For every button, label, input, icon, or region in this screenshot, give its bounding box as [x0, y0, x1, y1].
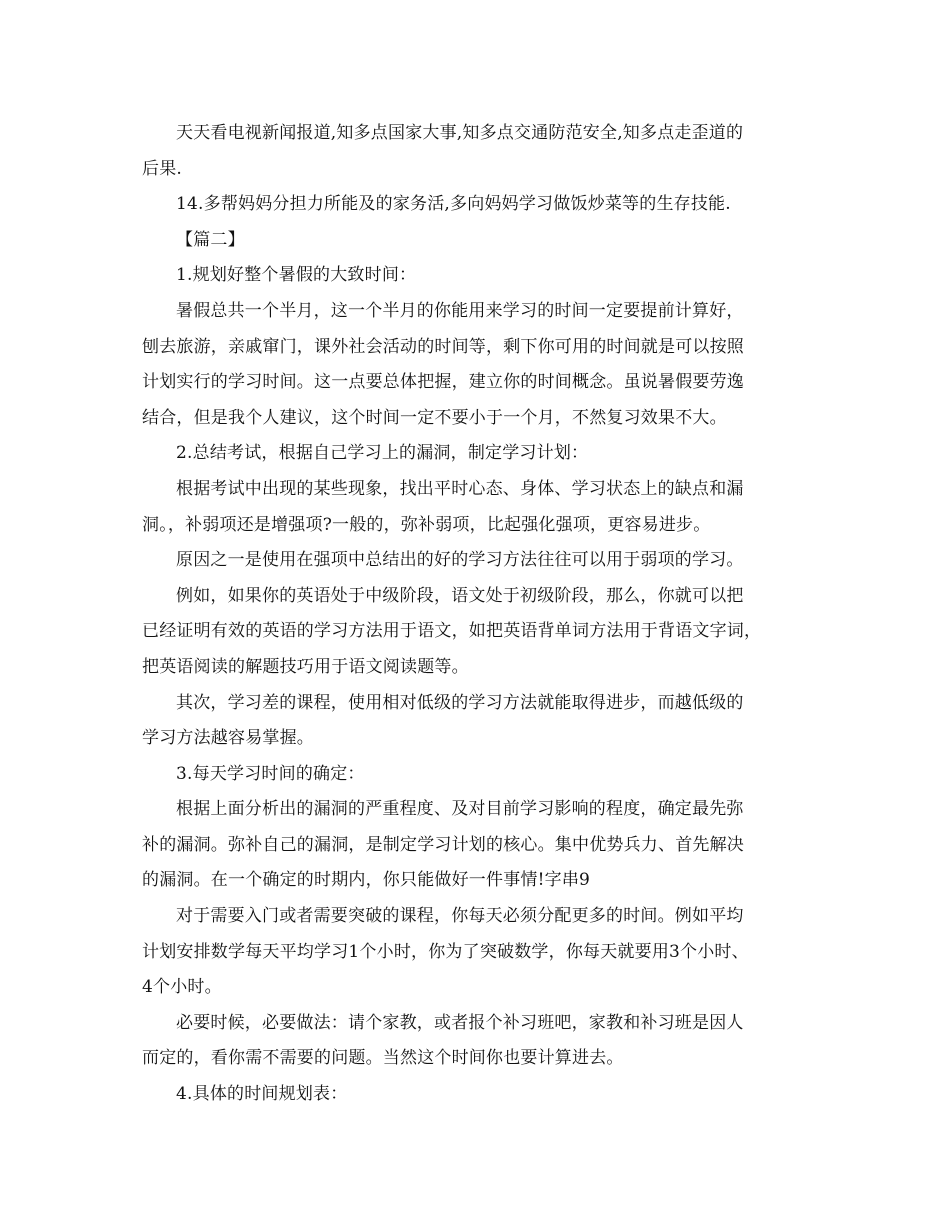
- text-line: 已经证明有效的英语的学习方法用于语文，如把英语背单词方法用于背语文字词，: [142, 621, 762, 642]
- text-line: 把英语阅读的解题技巧用于语文阅读题等。: [142, 656, 469, 677]
- text-line: 3.每天学习时间的确定：: [176, 763, 365, 784]
- text-line: 的漏洞。在一个确定的时期内，你只能做好一件事情!字串9: [142, 870, 591, 891]
- text-line: 刨去旅游，亲戚窜门，课外社会活动的时间等，剩下你可用的时间就是可以按照: [142, 336, 744, 357]
- text-line: 补的漏洞。弥补自己的漏洞，是制定学习计划的核心。集中优势兵力、首先解决: [142, 834, 744, 855]
- text-line: 【篇二】: [176, 229, 245, 250]
- text-line: 1.规划好整个暑假的大致时间：: [176, 265, 417, 286]
- text-line: 计划实行的学习时间。这一点要总体把握，建立你的时间概念。虽说暑假要劳逸: [142, 372, 744, 393]
- text-line: 天天看电视新闻报道,知多点国家大事,知多点交通防范安全,知多点走歪道的: [176, 123, 744, 143]
- text-line: 其次，学习差的课程，使用相对低级的学习方法就能取得进步，而越低级的: [176, 692, 744, 713]
- text-line: 后果.: [142, 158, 183, 179]
- text-line: 结合，但是我个人建议，这个时间一定不要小于一个月，不然复习效果不大。: [142, 407, 727, 428]
- text-line: 2.总结考试，根据自己学习上的漏洞，制定学习计划：: [176, 443, 589, 464]
- text-line: 例如，如果你的英语处于中级阶段，语文处于初级阶段，那么，你就可以把: [176, 585, 744, 606]
- text-line: 原因之一是使用在强项中总结出的好的学习方法往往可以用于弱项的学习。: [176, 550, 744, 571]
- text-line: 根据考试中出现的某些现象，找出平时心态、身体、学习状态上的缺点和漏: [176, 478, 744, 499]
- text-line: 4.具体的时间规划表：: [176, 1084, 348, 1105]
- text-line: 根据上面分析出的漏洞的严重程度、及对目前学习影响的程度，确定最先弥: [176, 799, 744, 820]
- text-line: 而定的，看你需不需要的问题。当然这个时间你也要计算进去。: [142, 1048, 624, 1069]
- text-line: 洞。，补弱项还是增强项?一般的，弥补弱项，比起强化强项，更容易进步。: [142, 514, 711, 535]
- document-body: [142, 116, 810, 1113]
- text-line: 必要时候，必要做法：请个家教，或者报个补习班吧，家教和补习班是因人: [176, 1012, 744, 1033]
- text-line: 4个小时。: [142, 977, 222, 998]
- text-line: 14.多帮妈妈分担力所能及的家务活,多向妈妈学习做饭炒菜等的生存技能.: [176, 194, 731, 215]
- text-line: 计划安排数学每天平均学习1个小时，你为了突破数学，你每天就要用3个小时、: [142, 941, 749, 962]
- text-line: 对于需要入门或者需要突破的课程，你每天必须分配更多的时间。例如平均: [176, 906, 744, 927]
- text-line: 暑假总共一个半月，这一个半月的你能用来学习的时间一定要提前计算好，: [176, 300, 744, 321]
- text-line: 学习方法越容易掌握。: [142, 728, 314, 749]
